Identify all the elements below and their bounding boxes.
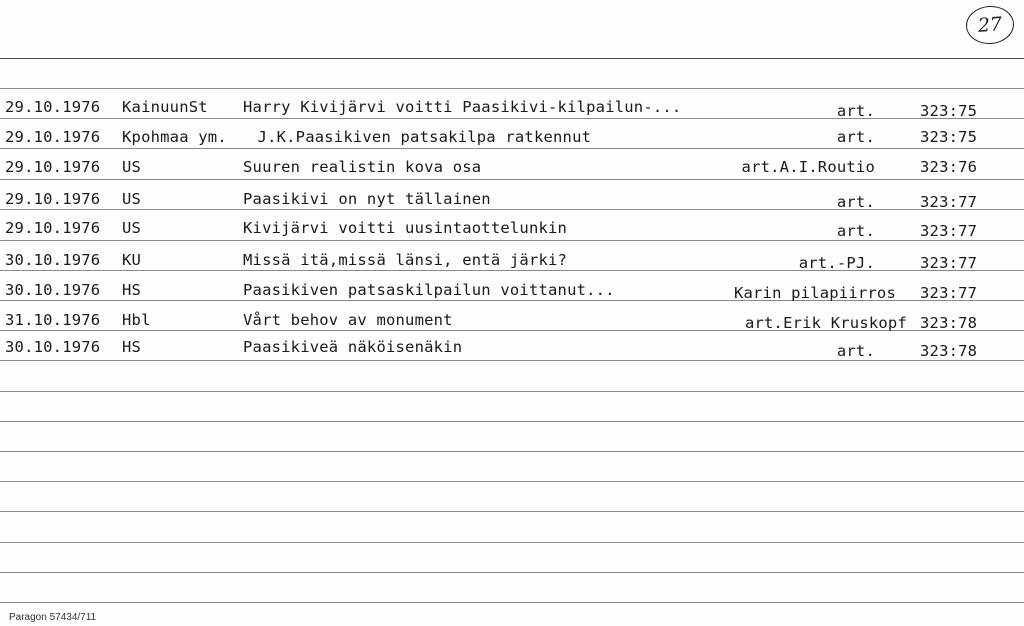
entry-date: 29.10.1976 xyxy=(5,190,101,208)
entry-source: HS xyxy=(122,338,142,356)
entry-source: Kpohmaa ym. xyxy=(122,128,227,146)
ruled-line xyxy=(0,148,1024,149)
ruled-line xyxy=(0,391,1024,392)
ruled-line xyxy=(0,572,1024,573)
ruled-line xyxy=(0,88,1024,89)
entry-type: art.A.I.Routio xyxy=(741,158,875,176)
entry-date: 31.10.1976 xyxy=(5,311,101,329)
entry-title: Missä itä,missä länsi, entä järki? xyxy=(243,251,568,269)
entry-type: art. xyxy=(836,222,875,240)
entry-reference: 323:77 xyxy=(920,193,978,211)
entry-row xyxy=(0,188,1024,210)
entry-source: Hbl xyxy=(122,311,151,329)
ruled-line xyxy=(0,179,1024,180)
entry-row xyxy=(0,96,1024,118)
entry-row xyxy=(0,249,1024,271)
entry-title: Kivijärvi voitti uusintaottelunkin xyxy=(243,219,568,237)
entry-type: art.Erik Kruskopf xyxy=(744,314,907,332)
entry-reference: 323:78 xyxy=(920,342,978,360)
entry-reference: 323:78 xyxy=(920,314,978,332)
header-rule xyxy=(0,58,1024,59)
entry-type: art.-PJ. xyxy=(798,254,875,272)
entry-date: 30.10.1976 xyxy=(5,338,101,356)
entry-source: HS xyxy=(122,281,142,299)
entry-title: Paasikivi on nyt tällainen xyxy=(243,190,491,208)
entry-row xyxy=(0,217,1024,239)
entry-row xyxy=(0,309,1024,331)
entry-reference: 323:77 xyxy=(920,254,978,272)
entry-reference: 323:77 xyxy=(920,222,978,240)
entry-type: art. xyxy=(836,102,875,120)
ruled-line xyxy=(0,481,1024,482)
ruled-line xyxy=(0,451,1024,452)
page-number: 27 xyxy=(977,13,1003,37)
entry-type: art. xyxy=(836,128,875,146)
entry-date: 29.10.1976 xyxy=(5,219,101,237)
entry-type: art. xyxy=(836,342,875,360)
entry-title: Harry Kivijärvi voitti Paasikivi-kilpailun-... xyxy=(243,98,682,116)
entry-type: art. xyxy=(836,193,875,211)
ruled-line xyxy=(0,602,1024,603)
entry-row xyxy=(0,336,1024,358)
entry-title: Suuren realistin kova osa xyxy=(243,158,482,176)
entry-title: Paasikiven patsaskilpailun voittanut... xyxy=(243,281,615,299)
entry-date: 30.10.1976 xyxy=(5,281,101,299)
entry-date: 29.10.1976 xyxy=(5,158,101,176)
entry-reference: 323:75 xyxy=(920,128,978,146)
card-footer: Paragon 57434/711 xyxy=(9,612,97,623)
entry-title: Paasikiveä näköisenäkin xyxy=(243,338,463,356)
entry-row xyxy=(0,126,1024,148)
entry-source: US xyxy=(122,158,142,176)
entry-reference: 323:75 xyxy=(920,102,978,120)
entry-title: J.K.Paasikiven patsakilpa ratkennut xyxy=(248,128,592,146)
entry-source: KU xyxy=(122,251,142,269)
entry-source: US xyxy=(122,190,142,208)
entry-row xyxy=(0,156,1024,178)
entry-date: 29.10.1976 xyxy=(5,128,101,146)
entry-reference: 323:76 xyxy=(920,158,978,176)
entry-source: US xyxy=(122,219,142,237)
entry-title: Vårt behov av monument xyxy=(243,311,453,329)
ruled-line xyxy=(0,511,1024,512)
entry-source: KainuunSt xyxy=(122,98,208,116)
entry-reference: 323:77 xyxy=(920,284,978,302)
ruled-line xyxy=(0,542,1024,543)
entry-date: 29.10.1976 xyxy=(5,98,101,116)
entry-row xyxy=(0,279,1024,301)
entry-type: Karin pilapiirros xyxy=(733,284,896,302)
page-number-stamp xyxy=(965,4,1016,45)
ruled-line xyxy=(0,421,1024,422)
entry-date: 30.10.1976 xyxy=(5,251,101,269)
